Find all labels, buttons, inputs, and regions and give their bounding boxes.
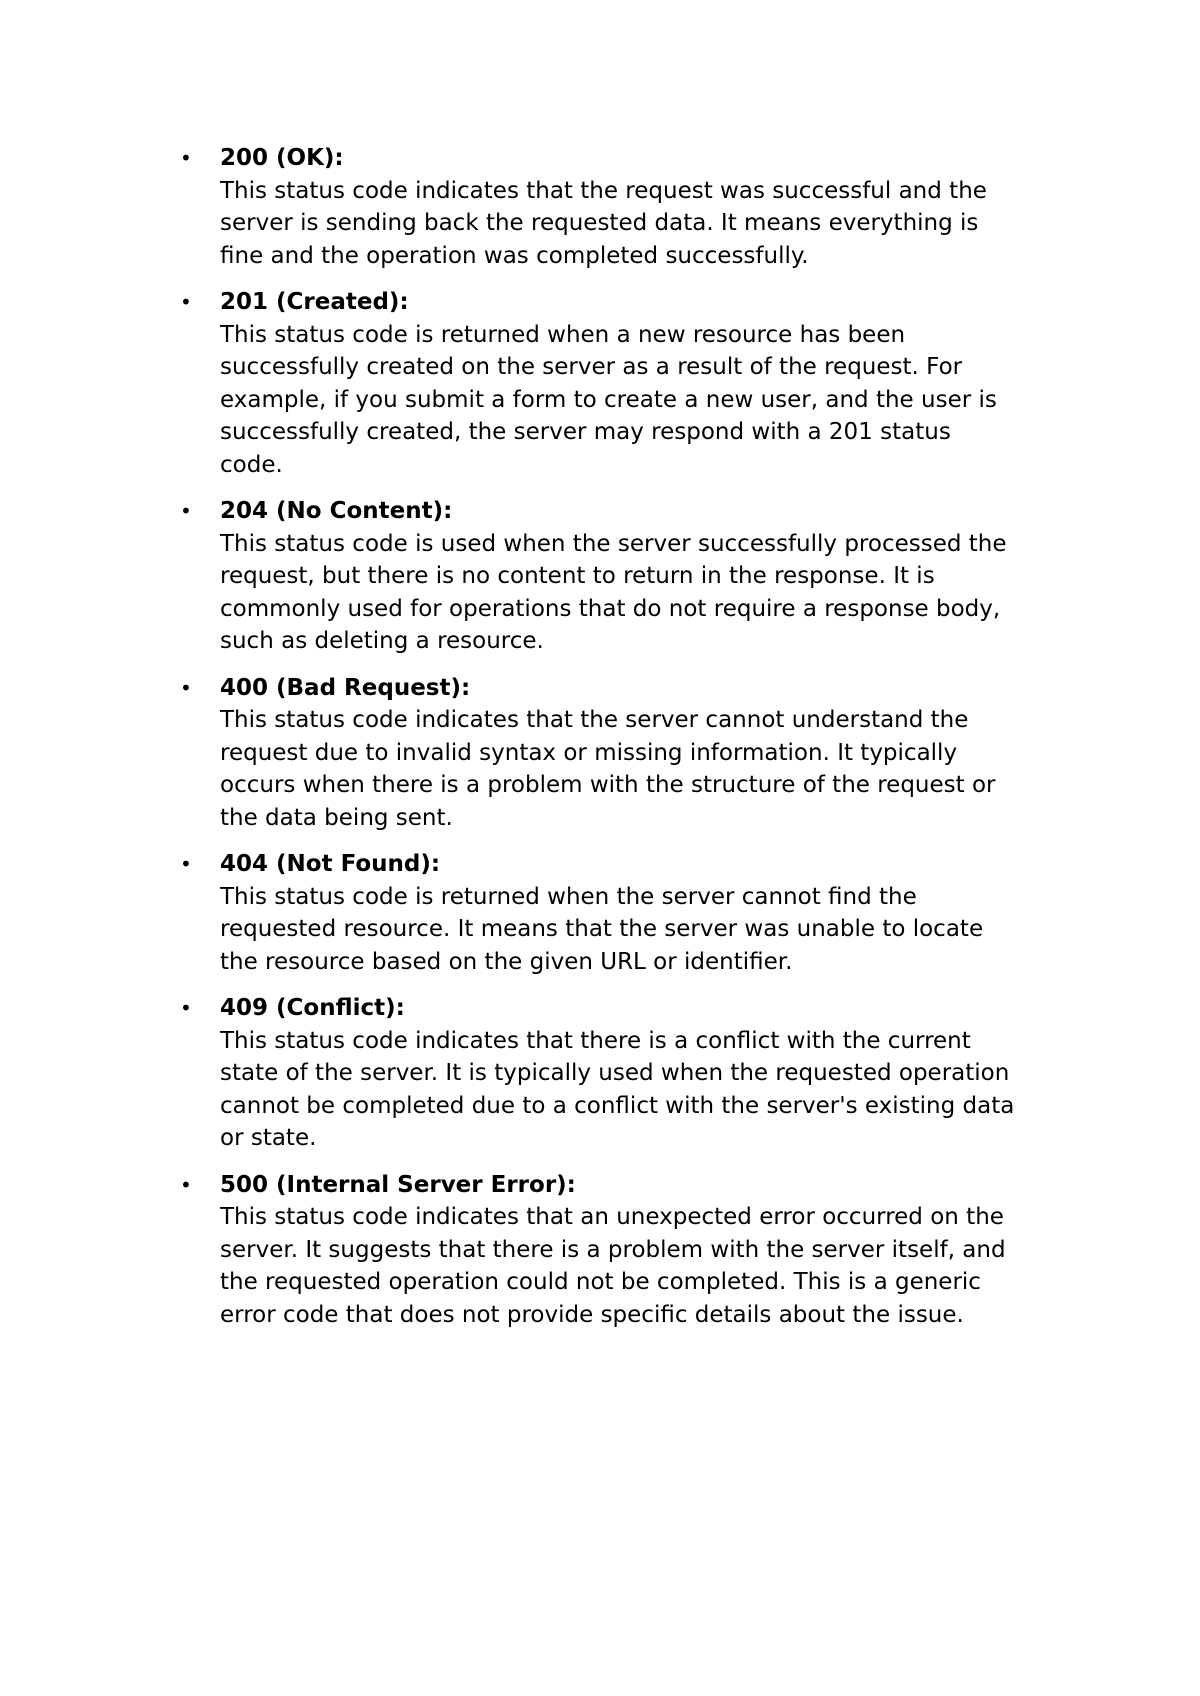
bullet-icon: •: [180, 290, 192, 314]
status-description: [220, 704, 1070, 834]
status-item-200: [180, 142, 1070, 272]
description-line: This status code indicates that there is a conflict with the current: [220, 1027, 971, 1054]
status-heading: 409 (Conflict):: [220, 995, 405, 1021]
description-line: This status code is returned when the server cannot find the: [220, 883, 917, 910]
description-line: This status code is used when the server successfully processed the: [220, 530, 1007, 557]
status-item-201: [180, 286, 1070, 481]
status-heading: 204 (No Content):: [220, 498, 453, 524]
description-line: commonly used for operations that do not require a response body,: [220, 595, 1001, 622]
description-line: fine and the operation was completed successfully.: [220, 242, 809, 269]
bullet-icon: •: [180, 1172, 192, 1197]
status-item-204: [180, 495, 1070, 658]
description-line: state of the server. It is typically used when the requested operation: [220, 1060, 1010, 1086]
description-line: This status code indicates that the request was successful and the: [220, 177, 987, 204]
description-line: successfully created on the server as a result of the request. For: [220, 354, 963, 380]
description-line: the resource based on the given URL or identifier.: [220, 948, 793, 975]
description-line: server is sending back the requested data. It means everything is: [220, 210, 979, 236]
status-code-list: [180, 142, 1070, 1345]
status-description: [220, 528, 1070, 658]
description-line: This status code is returned when a new resource has been: [220, 321, 906, 348]
description-line: server. It suggests that there is a problem with the server itself, and: [220, 1236, 1006, 1263]
description-line: code.: [220, 451, 283, 478]
status-heading: 500 (Internal Server Error):: [220, 1171, 576, 1198]
status-heading: 201 (Created):: [220, 289, 409, 315]
status-item-409: [180, 992, 1070, 1155]
bullet-icon: •: [180, 852, 192, 876]
description-line: the data being sent.: [220, 804, 453, 831]
description-line: example, if you submit a form to create a new user, and the user is: [220, 386, 997, 413]
bullet-icon: •: [180, 146, 192, 170]
status-item-404: [180, 848, 1070, 978]
description-line: request due to invalid syntax or missing information. It typically: [220, 739, 958, 766]
status-item-400: [180, 672, 1070, 835]
description-line: This status code indicates that the server cannot understand the: [220, 707, 969, 733]
description-line: or state.: [220, 1125, 317, 1151]
description-line: occurs when there is a problem with the structure of the request or: [220, 772, 996, 798]
bullet-icon: •: [180, 499, 192, 523]
status-heading: 400 (Bad Request):: [220, 674, 471, 701]
description-line: error code that does not provide specific details about the issue.: [220, 1301, 964, 1328]
status-description: [220, 881, 1070, 979]
bullet-icon: •: [180, 675, 192, 700]
status-description: [220, 175, 1070, 273]
status-description: [220, 1025, 1070, 1155]
description-line: such as deleting a resource.: [220, 628, 544, 654]
status-description: [220, 319, 1070, 482]
status-description: [220, 1201, 1070, 1331]
description-line: successfully created, the server may respond with a 201 status: [220, 419, 951, 445]
status-heading: 200 (OK):: [220, 145, 344, 171]
description-line: the requested operation could not be completed. This is a generic: [220, 1269, 981, 1295]
status-item-500: [180, 1169, 1070, 1332]
description-line: This status code indicates that an unexpected error occurred on the: [220, 1204, 1004, 1230]
description-line: requested resource. It means that the server was unable to locate: [220, 916, 984, 942]
description-line: request, but there is no content to return in the response. It is: [220, 563, 935, 589]
description-line: cannot be completed due to a conflict with the server's existing data: [220, 1092, 1015, 1119]
status-heading: 404 (Not Found):: [220, 851, 441, 877]
bullet-icon: •: [180, 996, 192, 1020]
